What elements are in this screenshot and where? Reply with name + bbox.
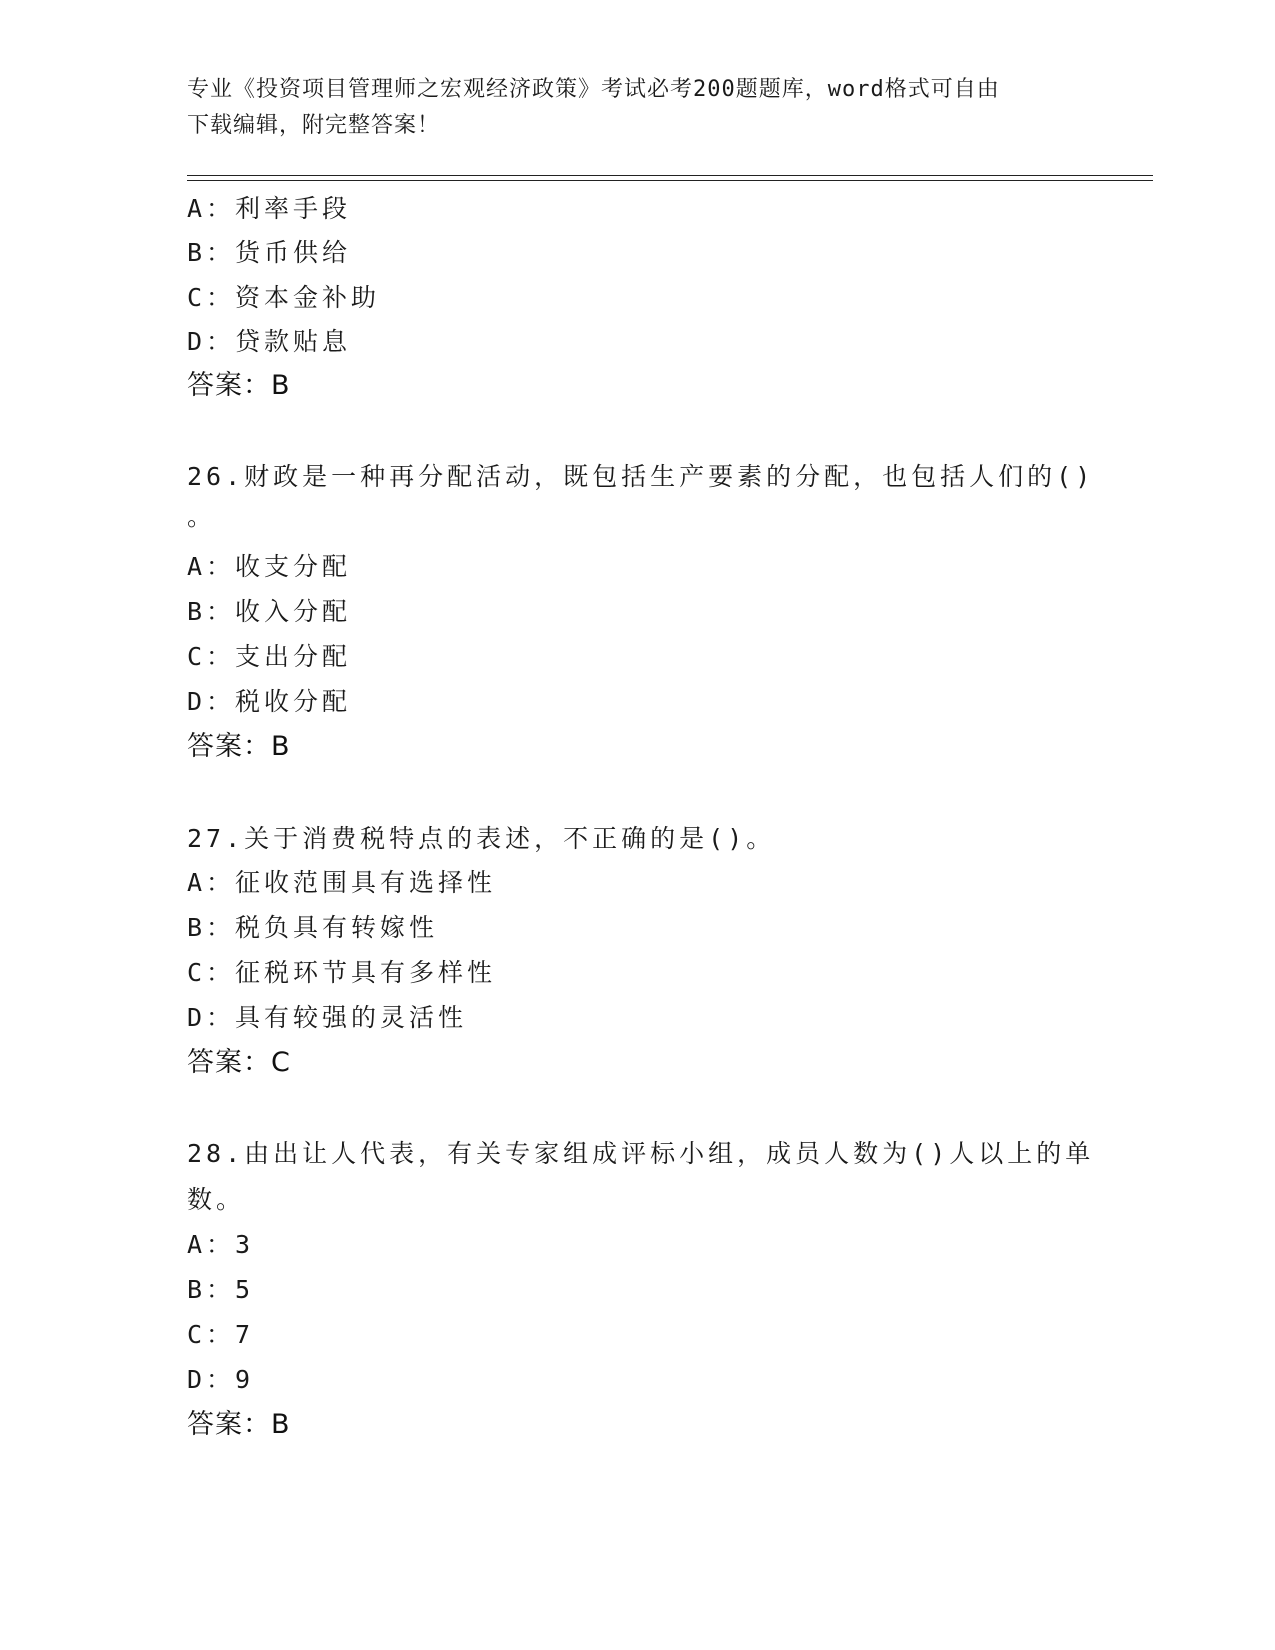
q25-option-d: D：贷款贴息 [187, 327, 352, 356]
q25-option-a: A：利率手段 [187, 194, 352, 223]
header-divider-bottom [187, 180, 1153, 181]
q27-option-d: D：具有较强的灵活性 [187, 1003, 468, 1032]
q28-option-d: D：9 [187, 1365, 255, 1394]
q28-stem-line-1: 28.由出让人代表，有关专家组成评标小组，成员人数为()人以上的单 [187, 1139, 1095, 1168]
q28-option-c: C：7 [187, 1320, 255, 1349]
q26-stem-line-2: 。 [187, 502, 217, 531]
q26-stem-line-1: 26.财政是一种再分配活动，既包括生产要素的分配，也包括人们的() [187, 462, 1095, 491]
header-line-2: 下载编辑，附完整答案！ [187, 113, 441, 138]
q26-option-d: D：税收分配 [187, 687, 352, 716]
q25-option-b: B：货币供给 [187, 238, 352, 267]
q28-option-a: A：3 [187, 1230, 255, 1259]
q28-option-b: B：5 [187, 1275, 255, 1304]
document-header [187, 72, 1087, 144]
q27-stem-line-1: 27.关于消费税特点的表述，不正确的是()。 [187, 824, 776, 853]
header-line-1: 专业《投资项目管理师之宏观经济政策》考试必考200题题库，word格式可自由 [187, 77, 1000, 102]
q27-option-b: B：税负具有转嫁性 [187, 913, 439, 942]
q27-option-a: A：征收范围具有选择性 [187, 868, 497, 897]
q28-answer: 答案：B [187, 1409, 291, 1440]
q27-answer: 答案：C [187, 1047, 291, 1078]
q25-answer: 答案：B [187, 370, 291, 401]
q27-option-c: C：征税环节具有多样性 [187, 958, 497, 987]
q26-option-a: A：收支分配 [187, 552, 352, 581]
q26-option-c: C：支出分配 [187, 642, 352, 671]
q26-answer: 答案：B [187, 731, 291, 762]
header-divider-top [187, 175, 1153, 176]
q25-option-c: C：资本金补助 [187, 283, 381, 312]
q26-option-b: B：收入分配 [187, 597, 352, 626]
q28-stem-line-2: 数。 [187, 1185, 246, 1214]
